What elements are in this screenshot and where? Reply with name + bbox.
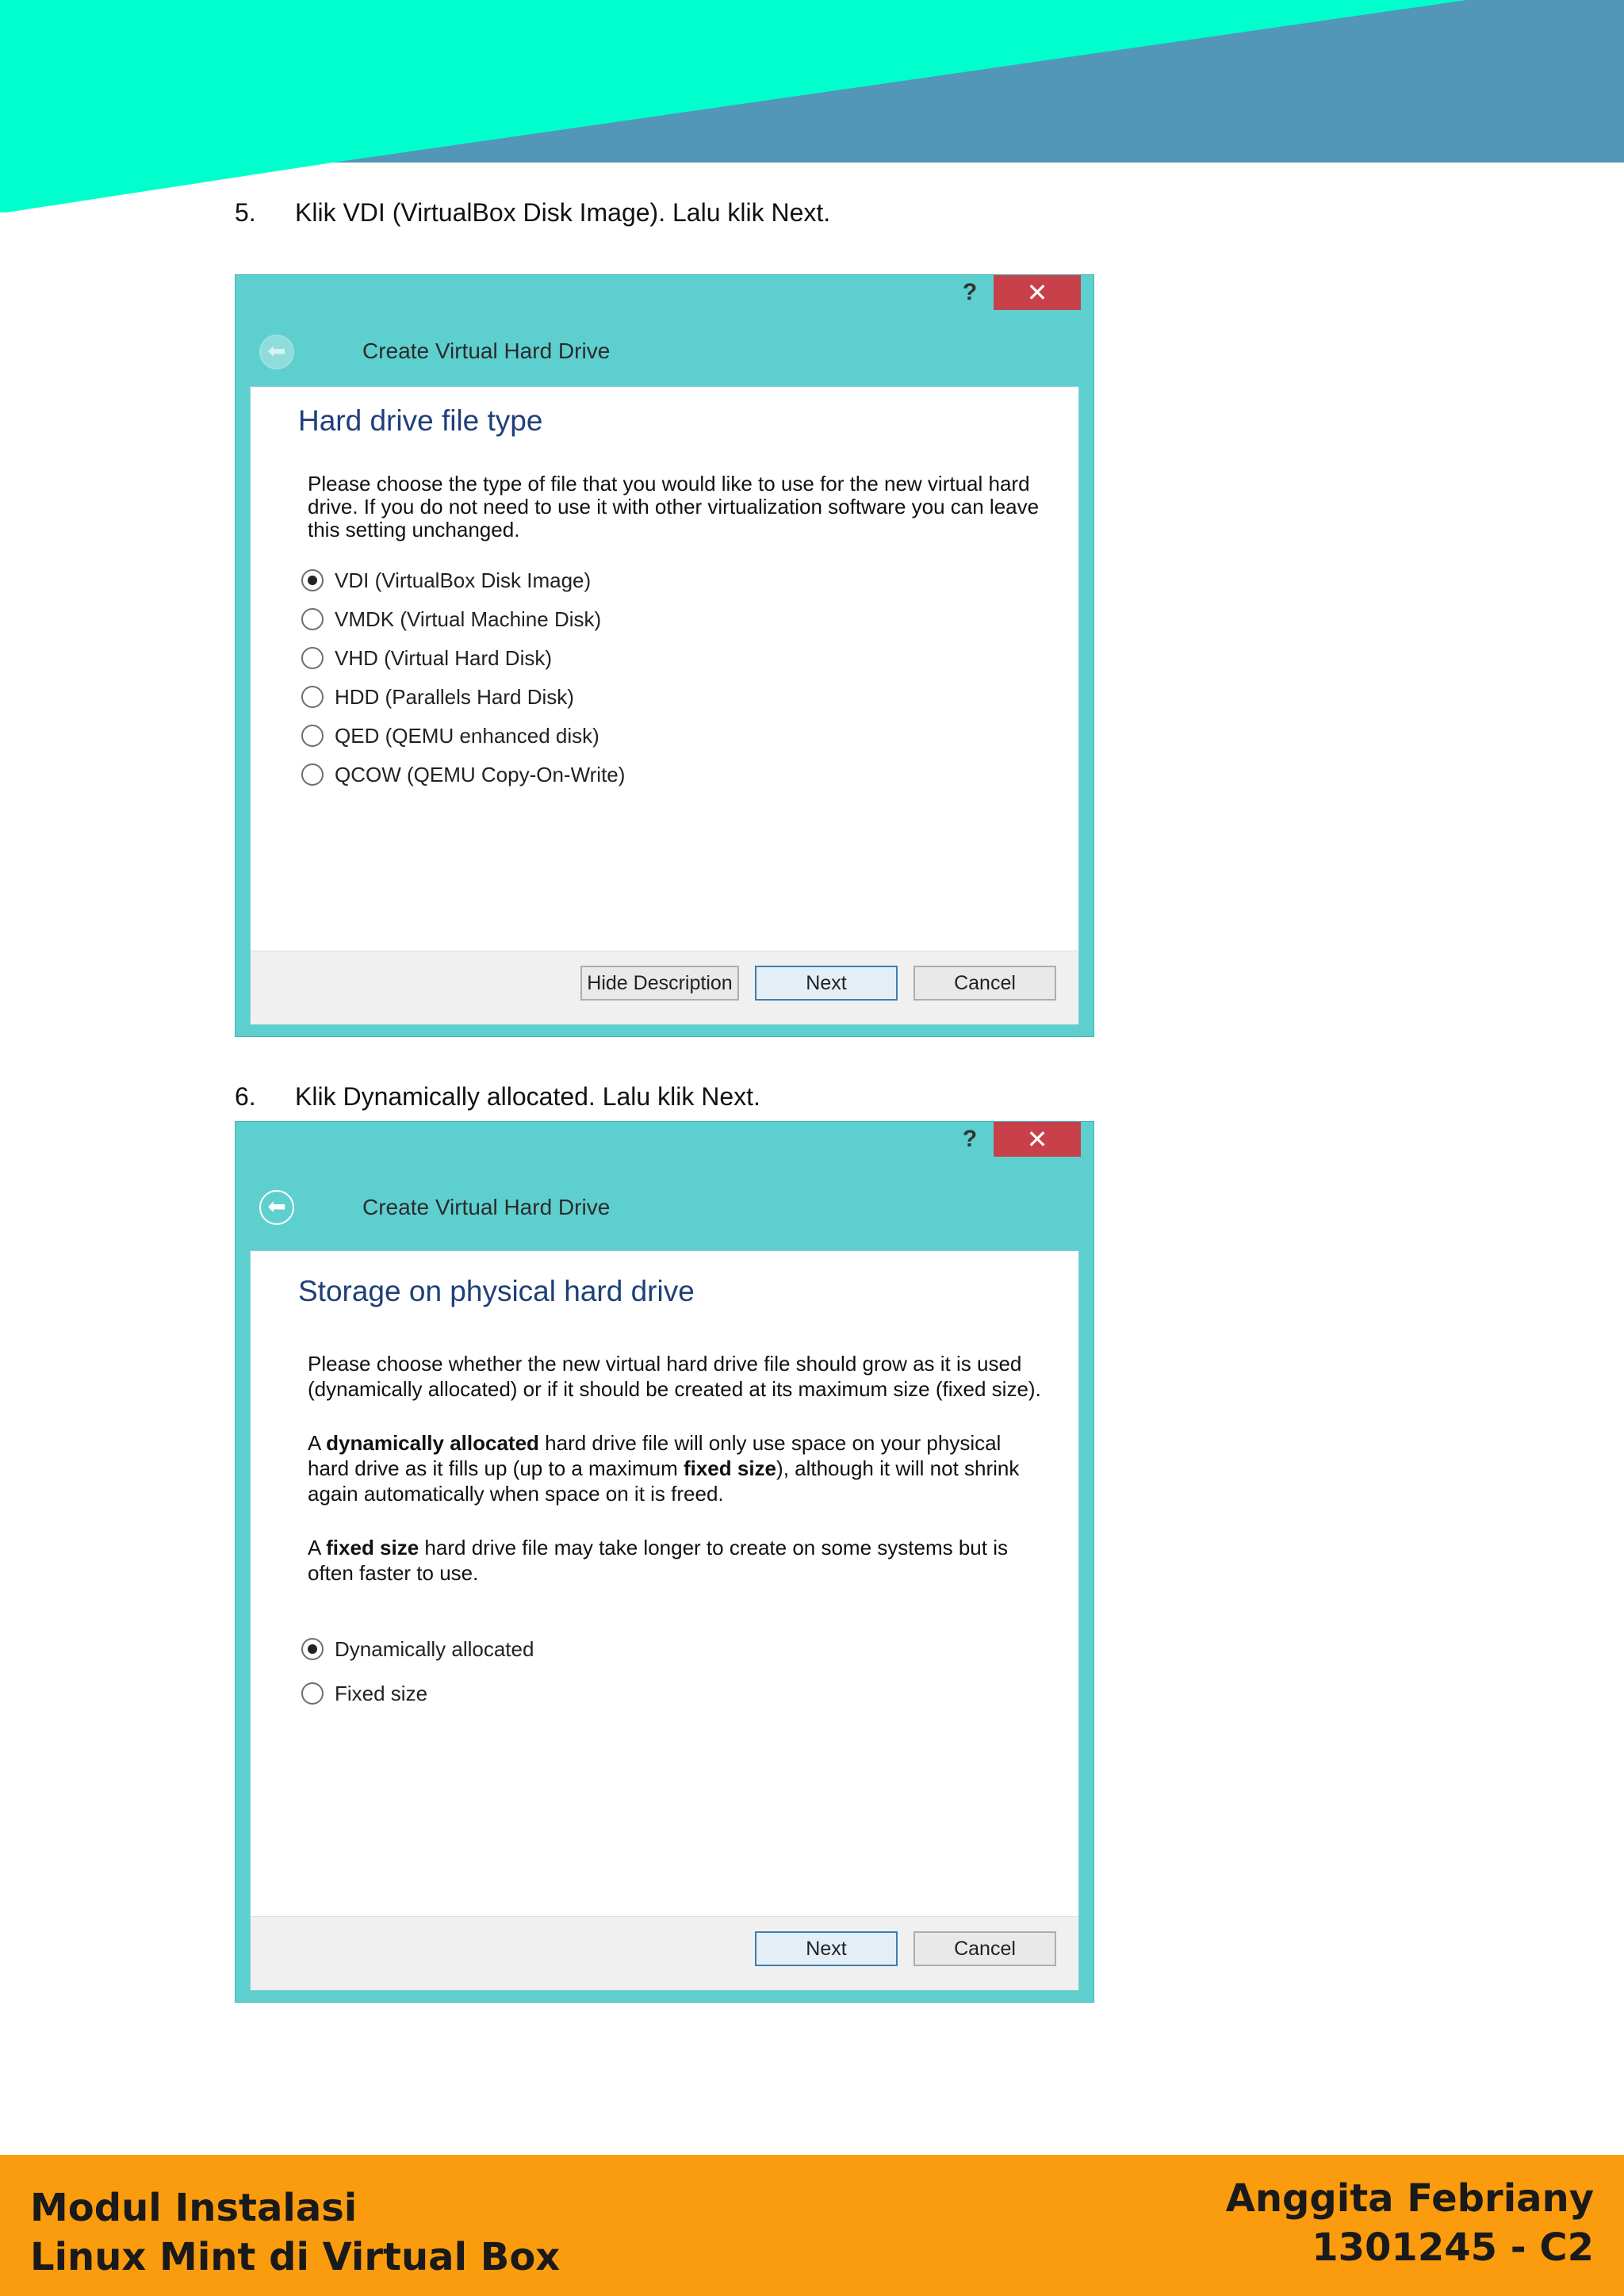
cancel-button[interactable]: Cancel: [914, 1931, 1056, 1966]
create-hard-drive-dialog-storage: [235, 1121, 1094, 2003]
radio-unchecked-icon[interactable]: [301, 608, 324, 630]
step-text: Klik Dynamically allocated. Lalu klik Next.: [295, 1082, 760, 1111]
help-button[interactable]: ?: [962, 1126, 978, 1152]
close-button[interactable]: ✕: [994, 1122, 1081, 1157]
header-banner: [0, 0, 1624, 214]
back-arrow-icon[interactable]: ⬅: [259, 1190, 294, 1225]
radio-qcow[interactable]: [301, 760, 625, 789]
description-text: A fixed size hard drive file may take longer to create on some systems but is often faster to use.: [308, 1536, 1008, 1585]
radio-checked-icon[interactable]: [301, 1638, 324, 1660]
page-description: [308, 1351, 1045, 1614]
create-hard-drive-dialog-file-type: [235, 274, 1094, 1037]
author-name: Anggita Febriany: [1225, 2176, 1594, 2221]
radio-label: HDD (Parallels Hard Disk): [335, 684, 574, 709]
page-description: [308, 473, 1045, 570]
step-5-instruction: [235, 198, 830, 228]
radio-vmdk[interactable]: [301, 605, 601, 633]
radio-unchecked-icon[interactable]: [301, 647, 324, 669]
back-arrow-icon[interactable]: ⬅: [259, 335, 294, 369]
module-title-line-1: Modul Instalasi: [30, 2186, 358, 2230]
radio-label: QCOW (QEMU Copy-On-Write): [335, 762, 626, 786]
next-button[interactable]: Next: [755, 1931, 898, 1966]
wizard-footer: [251, 951, 1078, 1024]
radio-label: Dynamically allocated: [335, 1636, 534, 1661]
radio-label: Fixed size: [335, 1681, 428, 1705]
radio-label: VMDK (Virtual Machine Disk): [335, 607, 602, 631]
page-heading: Storage on physical hard drive: [298, 1275, 695, 1307]
step-text: Klik VDI (VirtualBox Disk Image). Lalu klik Next.: [295, 198, 831, 227]
module-title-line-2: Linux Mint di Virtual Box: [30, 2235, 561, 2279]
hide-description-button[interactable]: Hide Description: [580, 966, 739, 1001]
radio-checked-icon[interactable]: [301, 569, 324, 591]
author-id: 1301245 - C2: [1312, 2225, 1594, 2270]
radio-unchecked-icon[interactable]: [301, 725, 324, 747]
page-heading: Hard drive file type: [298, 404, 543, 437]
step-6-instruction: [235, 1082, 760, 1112]
author-info: [1226, 2174, 1594, 2272]
radio-fixed-size[interactable]: [301, 1679, 427, 1708]
next-button[interactable]: Next: [755, 966, 898, 1001]
wizard-page: [250, 1250, 1079, 1991]
radio-vdi[interactable]: [301, 566, 591, 595]
help-button[interactable]: ?: [962, 279, 978, 305]
description-text: Please choose the type of file that you would like to use for the new virtual hard drive. If you do not need to use it with other virtualization software you can leave this setting unchanged.: [308, 472, 1040, 541]
close-button[interactable]: ✕: [994, 275, 1081, 310]
radio-label: VDI (VirtualBox Disk Image): [335, 568, 592, 592]
radio-qed[interactable]: [301, 721, 599, 750]
radio-label: QED (QEMU enhanced disk): [335, 723, 599, 748]
radio-unchecked-icon[interactable]: [301, 763, 324, 786]
wizard-footer: [251, 1916, 1078, 1990]
step-number: 6.: [235, 1082, 256, 1111]
radio-unchecked-icon[interactable]: [301, 1682, 324, 1705]
radio-vhd[interactable]: [301, 644, 552, 672]
wizard-title: Create Virtual Hard Drive: [362, 339, 611, 363]
wizard-page: [250, 386, 1079, 1025]
page-footer-bar: [0, 2155, 1624, 2296]
module-title: [30, 2183, 560, 2282]
description-text: A dynamically allocated hard drive file will only use space on your physical hard drive as it fills up (up to a maximum fixed size), although it will not shrink again automatically when space on it is freed.: [308, 1431, 1020, 1506]
radio-dynamically-allocated[interactable]: [301, 1635, 534, 1663]
radio-label: VHD (Virtual Hard Disk): [335, 645, 553, 670]
wizard-title: Create Virtual Hard Drive: [362, 1195, 611, 1219]
radio-unchecked-icon[interactable]: [301, 686, 324, 708]
step-number: 5.: [235, 198, 256, 227]
description-text: Please choose whether the new virtual hard drive file should grow as it is used (dynamically allocated) or if it should be created at its maximum size (fixed size).: [308, 1352, 1041, 1401]
cancel-button[interactable]: Cancel: [914, 966, 1056, 1001]
radio-hdd[interactable]: [301, 683, 574, 711]
